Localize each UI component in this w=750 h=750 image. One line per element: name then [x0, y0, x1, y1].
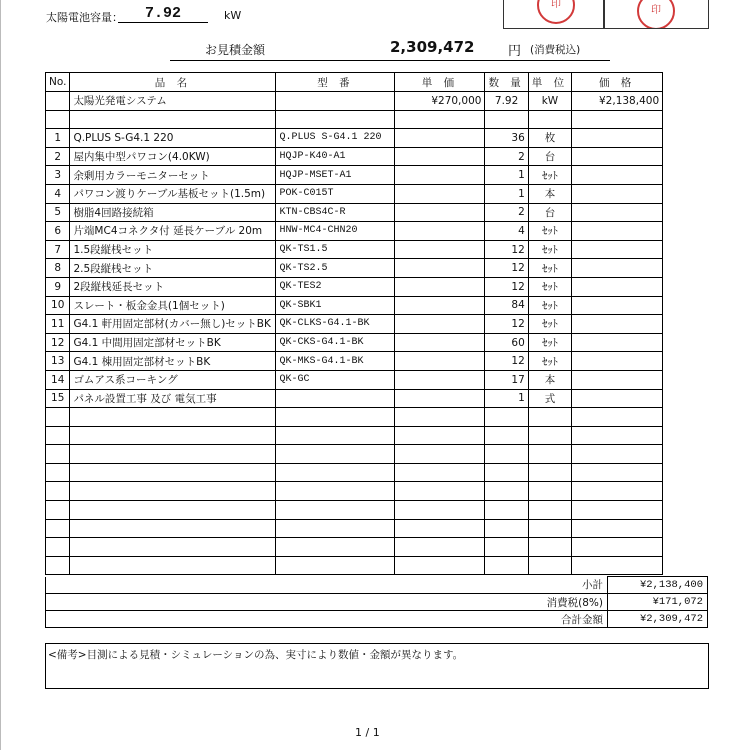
row-amount	[572, 222, 663, 241]
row-amount	[572, 240, 663, 259]
row-model	[276, 463, 395, 482]
table-row	[46, 222, 663, 241]
row-model: QK-MKS-G4.1-BK	[276, 352, 395, 371]
row-qty: 4	[485, 222, 528, 241]
items-table	[45, 72, 663, 575]
row-no	[46, 463, 70, 482]
row-unit: ｾｯﾄ	[528, 296, 571, 315]
capacity-unit: kW	[224, 9, 242, 22]
row-amount	[572, 408, 663, 427]
subtotal-label: 小計	[46, 577, 608, 594]
row-amount	[572, 333, 663, 352]
row-name: 1.5段縦桟セット	[70, 240, 276, 259]
row-name: 片端MC4コネクタ付 延長ケーブル 20m	[70, 222, 276, 241]
row-amount	[572, 129, 663, 148]
row-unit: 台	[528, 147, 571, 166]
row-unit	[528, 501, 571, 520]
row-qty: 84	[485, 296, 528, 315]
row-amount	[572, 445, 663, 464]
table-row	[46, 315, 663, 334]
empty-row	[46, 408, 663, 427]
row-name	[70, 426, 276, 445]
row-price	[395, 463, 485, 482]
row-unit: 台	[528, 203, 571, 222]
row-unit: ｾｯﾄ	[528, 315, 571, 334]
row-name: Q.PLUS S-G4.1 220	[70, 129, 276, 148]
row-amount	[572, 556, 663, 575]
row-amount	[572, 315, 663, 334]
row-unit	[528, 556, 571, 575]
row-amount	[572, 203, 663, 222]
row-no	[46, 426, 70, 445]
row-qty: 12	[485, 240, 528, 259]
header-price: 単 価	[395, 73, 485, 92]
header-unit: 単 位	[528, 73, 571, 92]
subtotal-row	[46, 577, 708, 594]
table-row	[46, 296, 663, 315]
row-price	[395, 203, 485, 222]
row-model: QK-GC	[276, 370, 395, 389]
approval-stamp-box-1	[503, 0, 605, 29]
row-price	[395, 315, 485, 334]
row-no	[46, 408, 70, 427]
row-amount	[572, 184, 663, 203]
summary-unit: kW	[528, 92, 571, 111]
row-model: QK-TS2.5	[276, 259, 395, 278]
table-row	[46, 129, 663, 148]
quote-amount: 2,309,472	[390, 38, 475, 56]
row-name: スレート・板金金具(1個セット)	[70, 296, 276, 315]
summary-qty: 7.92	[485, 92, 528, 111]
row-price	[395, 538, 485, 557]
quote-underline	[170, 60, 610, 61]
header-model: 型 番	[276, 73, 395, 92]
row-amount	[572, 482, 663, 501]
row-unit: ｾｯﾄ	[528, 240, 571, 259]
row-amount	[572, 277, 663, 296]
row-model	[276, 408, 395, 427]
row-no	[46, 538, 70, 557]
header-name: 品 名	[70, 73, 276, 92]
empty-row	[46, 463, 663, 482]
row-name	[70, 501, 276, 520]
row-name	[70, 482, 276, 501]
row-unit: ｾｯﾄ	[528, 333, 571, 352]
row-amount	[572, 296, 663, 315]
seal-stamp-2: 印	[637, 0, 675, 29]
row-unit: 本	[528, 184, 571, 203]
header-amount: 価 格	[572, 73, 663, 92]
row-amount	[572, 259, 663, 278]
row-price	[395, 184, 485, 203]
spacer-row	[46, 110, 663, 129]
quote-yen: 円	[508, 44, 522, 59]
row-name	[70, 408, 276, 427]
row-no: 1	[46, 129, 70, 148]
total-label: 合計金額	[46, 611, 608, 628]
row-qty	[485, 445, 528, 464]
row-name	[70, 519, 276, 538]
row-qty	[485, 501, 528, 520]
row-price	[395, 259, 485, 278]
page-number: 1 / 1	[355, 726, 380, 739]
row-no: 9	[46, 277, 70, 296]
row-amount	[572, 463, 663, 482]
row-amount	[572, 538, 663, 557]
summary-amount: ¥2,138,400	[572, 92, 663, 111]
quote-label: お見積金額	[205, 43, 266, 57]
row-qty: 17	[485, 370, 528, 389]
row-name	[70, 463, 276, 482]
row-price	[395, 147, 485, 166]
row-model	[276, 445, 395, 464]
row-unit: ｾｯﾄ	[528, 277, 571, 296]
empty-row	[46, 426, 663, 445]
summary-model	[276, 92, 395, 111]
row-no: 13	[46, 352, 70, 371]
row-price	[395, 445, 485, 464]
row-no: 5	[46, 203, 70, 222]
row-name: 屋内集中型パワコン(4.0KW)	[70, 147, 276, 166]
row-amount	[572, 147, 663, 166]
row-name: G4.1 軒用固定部材(カバー無し)セットBK	[70, 315, 276, 334]
row-unit	[528, 519, 571, 538]
table-row	[46, 389, 663, 408]
row-name	[70, 538, 276, 557]
table-row	[46, 259, 663, 278]
row-no: 15	[46, 389, 70, 408]
row-unit	[528, 482, 571, 501]
table-row	[46, 277, 663, 296]
row-qty: 2	[485, 147, 528, 166]
row-model: KTN-CBS4C-R	[276, 203, 395, 222]
row-qty	[485, 426, 528, 445]
header-no: No.	[46, 73, 70, 92]
row-name	[70, 445, 276, 464]
approval-stamp-box-2	[603, 0, 709, 29]
row-no: 11	[46, 315, 70, 334]
row-model: HNW-MC4-CHN20	[276, 222, 395, 241]
row-price	[395, 426, 485, 445]
empty-row	[46, 556, 663, 575]
row-price	[395, 519, 485, 538]
row-name	[70, 556, 276, 575]
row-no: 10	[46, 296, 70, 315]
row-qty: 2	[485, 203, 528, 222]
row-no: 3	[46, 166, 70, 185]
row-name: 樹脂4回路接続箱	[70, 203, 276, 222]
row-price	[395, 296, 485, 315]
row-no: 4	[46, 184, 70, 203]
row-price	[395, 501, 485, 520]
row-unit: ｾｯﾄ	[528, 166, 571, 185]
row-price	[395, 389, 485, 408]
row-unit	[528, 538, 571, 557]
empty-row	[46, 501, 663, 520]
row-price	[395, 129, 485, 148]
capacity-label: 太陽電池容量：	[46, 11, 123, 24]
summary-row	[46, 92, 663, 111]
subtotal-value: ¥2,138,400	[608, 577, 708, 594]
row-qty: 60	[485, 333, 528, 352]
row-amount	[572, 501, 663, 520]
row-qty: 1	[485, 184, 528, 203]
row-no: 14	[46, 370, 70, 389]
table-row	[46, 166, 663, 185]
row-qty	[485, 538, 528, 557]
row-name: パネル設置工事 及び 電気工事	[70, 389, 276, 408]
row-name: G4.1 中間用固定部材セットBK	[70, 333, 276, 352]
row-model: QK-CKS-G4.1-BK	[276, 333, 395, 352]
row-price	[395, 277, 485, 296]
empty-row	[46, 445, 663, 464]
row-qty	[485, 482, 528, 501]
row-price	[395, 408, 485, 427]
row-name: ゴムアス系コーキング	[70, 370, 276, 389]
row-model: HQJP-MSET-A1	[276, 166, 395, 185]
summary-price: ¥270,000	[395, 92, 485, 111]
row-unit: ｾｯﾄ	[528, 222, 571, 241]
row-unit: ｾｯﾄ	[528, 352, 571, 371]
row-model	[276, 482, 395, 501]
row-price	[395, 222, 485, 241]
tax-label: 消費税(8%)	[46, 594, 608, 611]
row-unit: ｾｯﾄ	[528, 259, 571, 278]
row-model	[276, 519, 395, 538]
quote-tax-note: (消費税込)	[530, 44, 581, 56]
table-row	[46, 147, 663, 166]
row-amount	[572, 519, 663, 538]
row-qty: 36	[485, 129, 528, 148]
row-amount	[572, 352, 663, 371]
row-price	[395, 240, 485, 259]
row-no: 6	[46, 222, 70, 241]
row-price	[395, 333, 485, 352]
row-name: 2.5段縦桟セット	[70, 259, 276, 278]
row-qty	[485, 408, 528, 427]
table-row	[46, 240, 663, 259]
row-qty: 12	[485, 315, 528, 334]
row-model: QK-SBK1	[276, 296, 395, 315]
row-name: 2段縦桟延長セット	[70, 277, 276, 296]
row-qty: 12	[485, 277, 528, 296]
row-qty: 1	[485, 166, 528, 185]
row-no	[46, 519, 70, 538]
row-unit	[528, 408, 571, 427]
row-name: G4.1 棟用固定部材セットBK	[70, 352, 276, 371]
row-amount	[572, 166, 663, 185]
row-name: 余剰用カラーモニターセット	[70, 166, 276, 185]
row-qty: 12	[485, 352, 528, 371]
row-no: 7	[46, 240, 70, 259]
row-model	[276, 538, 395, 557]
row-model: Q.PLUS S-G4.1 220	[276, 129, 395, 148]
row-qty	[485, 463, 528, 482]
row-price	[395, 482, 485, 501]
row-unit	[528, 463, 571, 482]
row-no: 12	[46, 333, 70, 352]
row-price	[395, 370, 485, 389]
row-no	[46, 556, 70, 575]
empty-row	[46, 519, 663, 538]
row-model	[276, 556, 395, 575]
seal-stamp-1: 印	[537, 0, 575, 24]
row-qty: 12	[485, 259, 528, 278]
row-model	[276, 389, 395, 408]
row-unit	[528, 445, 571, 464]
row-model	[276, 426, 395, 445]
row-model: QK-TS1.5	[276, 240, 395, 259]
tax-value: ¥171,072	[608, 594, 708, 611]
row-no	[46, 501, 70, 520]
row-model: POK-C015T	[276, 184, 395, 203]
totals-table	[45, 576, 708, 628]
row-unit: 式	[528, 389, 571, 408]
row-no: 2	[46, 147, 70, 166]
row-no	[46, 482, 70, 501]
row-name: パワコン渡りケーブル基板セット(1.5m)	[70, 184, 276, 203]
summary-name: 太陽光発電システム	[70, 92, 276, 111]
table-row	[46, 203, 663, 222]
row-qty	[485, 556, 528, 575]
row-model	[276, 501, 395, 520]
table-header-row	[46, 73, 663, 92]
row-no: 8	[46, 259, 70, 278]
row-price	[395, 352, 485, 371]
row-price	[395, 556, 485, 575]
row-amount	[572, 370, 663, 389]
table-row	[46, 184, 663, 203]
empty-row	[46, 482, 663, 501]
remarks-text: <備考>目測による見積・シミュレーションの為、実寸により数値・金額が異なります。	[48, 649, 464, 661]
row-price	[395, 166, 485, 185]
total-row	[46, 611, 708, 628]
total-value: ¥2,309,472	[608, 611, 708, 628]
table-row	[46, 333, 663, 352]
row-amount	[572, 426, 663, 445]
tax-row	[46, 594, 708, 611]
row-qty: 1	[485, 389, 528, 408]
row-unit: 枚	[528, 129, 571, 148]
row-unit: 本	[528, 370, 571, 389]
row-no	[46, 445, 70, 464]
row-model: HQJP-K40-A1	[276, 147, 395, 166]
row-unit	[528, 426, 571, 445]
row-amount	[572, 389, 663, 408]
row-qty	[485, 519, 528, 538]
remarks-box	[45, 643, 709, 689]
table-row	[46, 370, 663, 389]
table-row	[46, 352, 663, 371]
capacity-value: 7.92	[118, 5, 208, 23]
row-model: QK-TES2	[276, 277, 395, 296]
row-model: QK-CLKS-G4.1-BK	[276, 315, 395, 334]
empty-row	[46, 538, 663, 557]
header-qty: 数 量	[485, 73, 528, 92]
